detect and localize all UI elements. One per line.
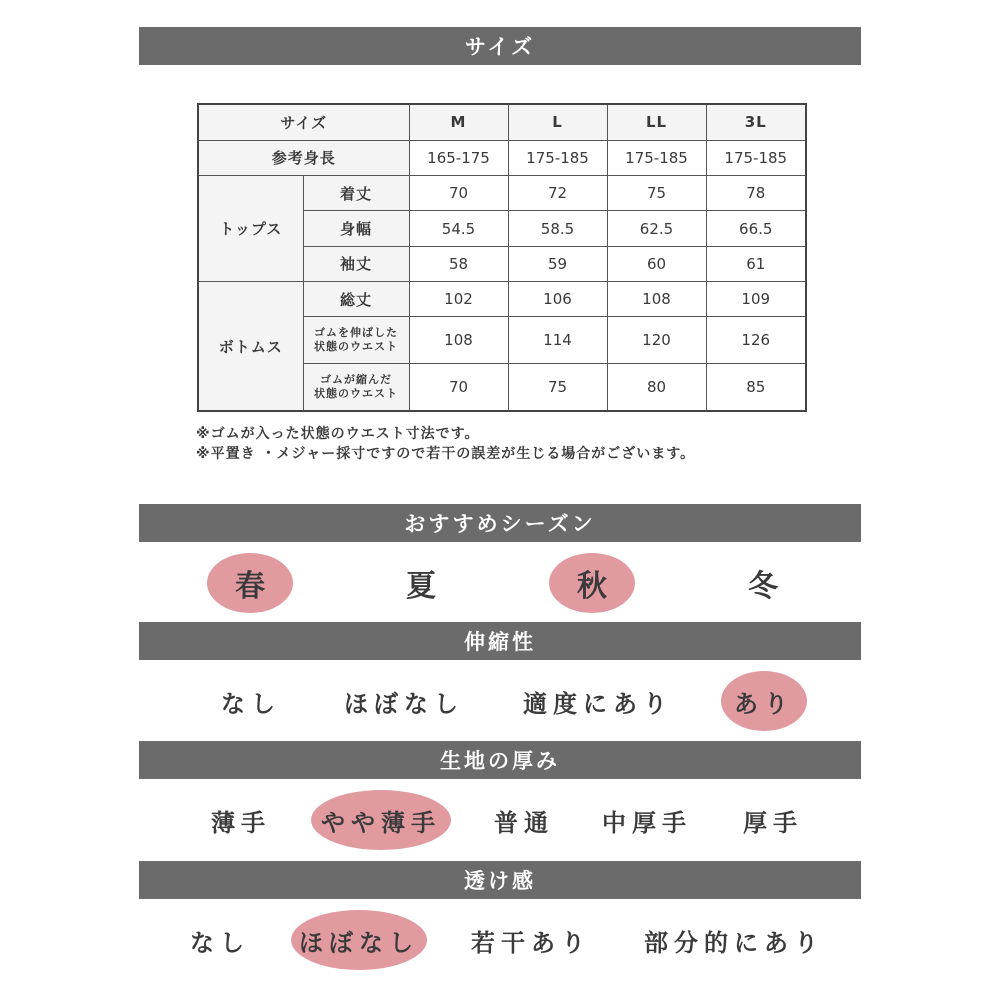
thickness-options [139, 790, 861, 850]
table-cell: 62.5 [607, 211, 706, 246]
table-cell: 70 [409, 176, 508, 211]
stretch-option-moderate [513, 671, 683, 731]
stretch-option-yes [721, 671, 807, 731]
row-label [303, 317, 409, 364]
thickness-option-normal [476, 790, 572, 850]
sheer-options [139, 910, 861, 970]
sheer-option-slight [461, 910, 601, 970]
stretch-section-title: 伸縮性 [464, 630, 536, 654]
option-label: ほぼなし [299, 928, 419, 957]
table-cell: 108 [409, 317, 508, 364]
table-row [198, 282, 806, 317]
season-option-autumn [549, 553, 635, 613]
season-section-title: おすすめシーズン [404, 512, 596, 536]
season-option-spring [207, 553, 293, 613]
table-cell: 54.5 [409, 211, 508, 246]
thickness-section-title: 生地の厚み [440, 749, 560, 773]
season-section-header [139, 504, 861, 542]
thickness-section-header [139, 741, 861, 779]
thickness-option-thick [725, 790, 821, 850]
table-cell: 175-185 [508, 140, 607, 175]
row-label: 総丈 [303, 282, 409, 317]
row-label: 着丈 [303, 176, 409, 211]
table-cell: 75 [508, 364, 607, 411]
table-cell: 126 [706, 317, 806, 364]
row-label: 身幅 [303, 211, 409, 246]
stretch-option-almost-none [334, 671, 474, 731]
table-cell: 102 [409, 282, 508, 317]
table-cell: 58.5 [508, 211, 607, 246]
row-label-line: 状態のウエスト [314, 340, 398, 354]
table-cell: 78 [706, 176, 806, 211]
thickness-option-thin [193, 790, 289, 850]
table-cell: 60 [607, 246, 706, 281]
size-header-l: L [508, 104, 607, 140]
table-row [198, 140, 806, 175]
table-cell: 59 [508, 246, 607, 281]
thickness-option-medium-thick [592, 790, 702, 850]
sheer-section-title: 透け感 [464, 869, 536, 893]
season-option-summer [378, 553, 464, 613]
table-cell: 80 [607, 364, 706, 411]
option-label: なし [221, 689, 281, 718]
row-label-line: ゴムが縮んだ [320, 373, 392, 387]
size-header-3l: 3L [706, 104, 806, 140]
stretch-options [139, 671, 861, 731]
sheer-section-header [139, 861, 861, 899]
option-label: 冬 [748, 569, 778, 604]
table-cell: 70 [409, 364, 508, 411]
table-cell: 114 [508, 317, 607, 364]
option-label: やや薄手 [321, 808, 441, 837]
stretch-option-none [201, 671, 301, 731]
tops-group-label: トップス [198, 176, 303, 282]
option-label: 若干あり [471, 928, 591, 957]
option-label: 部分的にあり [644, 928, 824, 957]
bottoms-group-label: ボトムス [198, 282, 303, 411]
option-label: 薄手 [211, 808, 271, 837]
size-header-label: サイズ [198, 104, 409, 140]
season-options [139, 553, 861, 613]
note-line: ※平置き ・メジャー採寸ですので若干の誤差が生じる場合がございます。 [196, 446, 696, 462]
stretch-section-header [139, 622, 861, 660]
table-cell: 175-185 [607, 140, 706, 175]
option-label: 夏 [406, 569, 436, 604]
table-cell: 109 [706, 282, 806, 317]
table-cell: 85 [706, 364, 806, 411]
table-cell: 175-185 [706, 140, 806, 175]
row-label-line: 状態のウエスト [314, 387, 398, 401]
size-header-ll: LL [607, 104, 706, 140]
row-label: 袖丈 [303, 246, 409, 281]
thickness-option-slightly-thin [311, 790, 451, 850]
table-row [198, 176, 806, 211]
table-cell: 66.5 [706, 211, 806, 246]
table-cell: 72 [508, 176, 607, 211]
option-label: あり [734, 689, 794, 718]
row-label [303, 364, 409, 411]
note-line: ※ゴムが入った状態のウエスト寸法です。 [196, 426, 480, 442]
sheer-option-none [172, 910, 268, 970]
size-header-row [198, 104, 806, 140]
table-cell: 58 [409, 246, 508, 281]
table-cell: 165-175 [409, 140, 508, 175]
table-cell: 120 [607, 317, 706, 364]
sheer-option-partial [634, 910, 834, 970]
option-label: 厚手 [743, 808, 803, 837]
option-label: 春 [235, 569, 265, 604]
table-cell: 75 [607, 176, 706, 211]
row-label-line: ゴムを伸ばした [314, 326, 398, 340]
option-label: なし [190, 928, 250, 957]
size-section-title: サイズ [464, 35, 536, 59]
table-cell: 61 [706, 246, 806, 281]
size-table [197, 103, 807, 412]
size-header-m: M [409, 104, 508, 140]
size-notes [196, 424, 695, 464]
option-label: 中厚手 [602, 808, 692, 837]
size-section-header [139, 27, 861, 65]
season-option-winter [720, 553, 806, 613]
option-label: ほぼなし [344, 689, 464, 718]
option-label: 適度にあり [523, 689, 673, 718]
table-cell: 106 [508, 282, 607, 317]
height-row-label: 参考身長 [198, 140, 409, 175]
table-cell: 108 [607, 282, 706, 317]
option-label: 秋 [577, 569, 607, 604]
sheer-option-almost-none [291, 910, 427, 970]
option-label: 普通 [494, 808, 554, 837]
